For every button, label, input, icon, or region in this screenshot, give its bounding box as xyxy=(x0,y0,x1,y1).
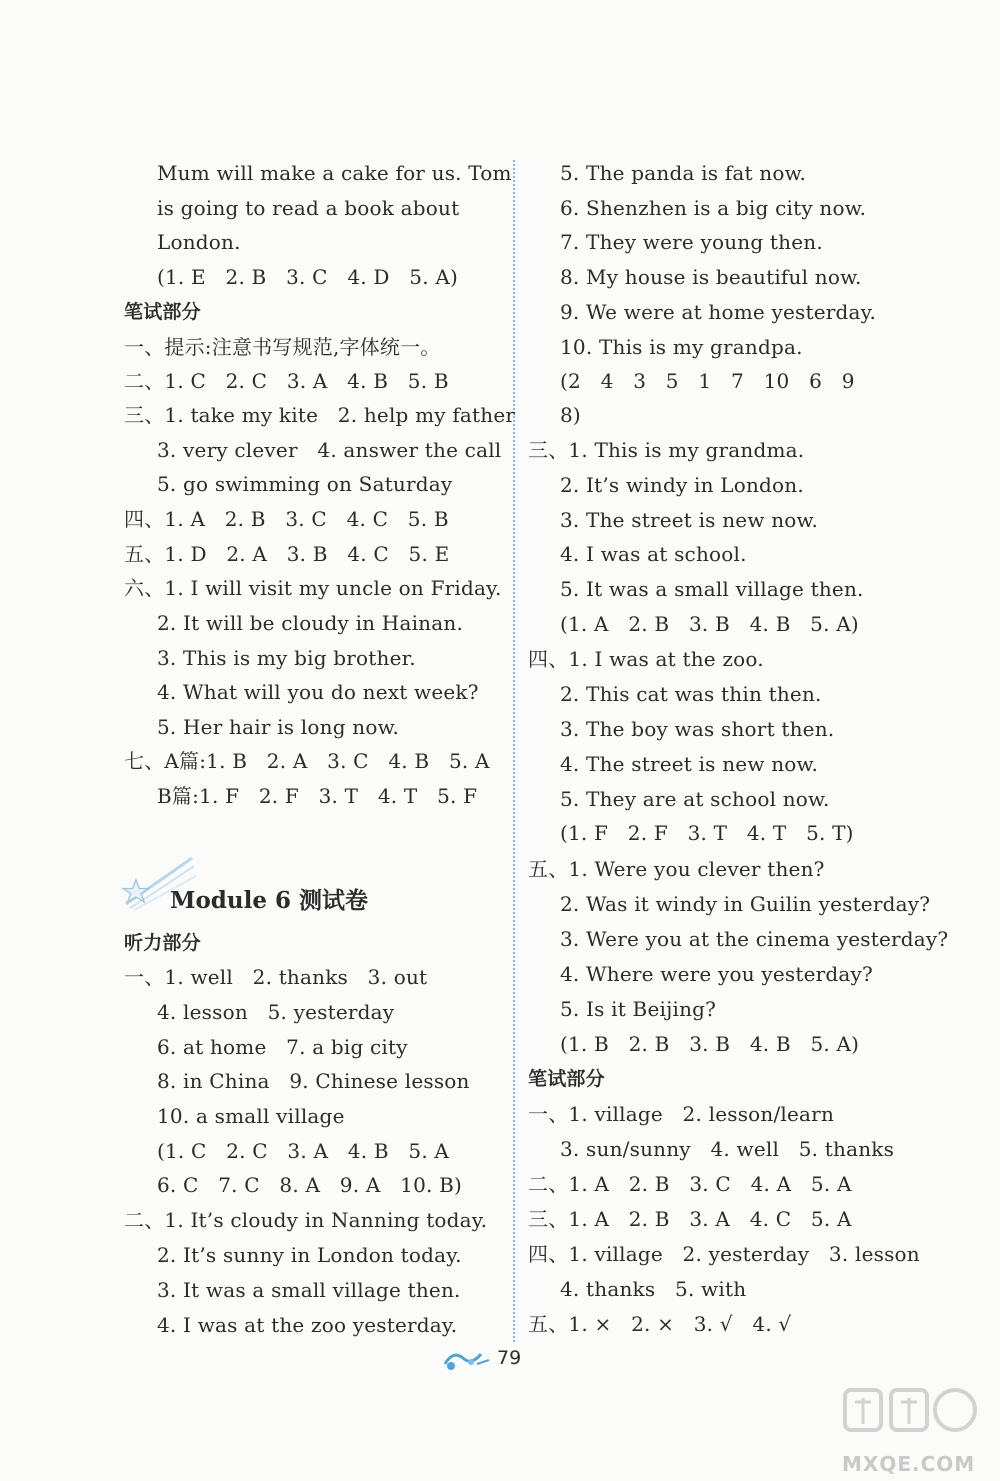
module-title: Module 6 测试卷 xyxy=(170,887,368,914)
answer-line: 五、1. D 2. A 3. B 4. C 5. E xyxy=(124,542,450,566)
answer-line: 4. I was at the zoo yesterday. xyxy=(157,1313,458,1337)
watermark-text: MXQE.COM xyxy=(842,1452,976,1476)
page-ornament-icon xyxy=(441,1346,491,1374)
answer-line: 一、提示:注意书写规范,字体统一。 xyxy=(124,335,441,359)
answer-line: Mum will make a cake for us. Tom xyxy=(157,161,512,185)
answer-line: 2. This cat was thin then. xyxy=(560,682,822,706)
answer-line: 8) xyxy=(560,403,581,427)
answer-line: (1. F 2. F 3. T 4. T 5. T) xyxy=(560,821,854,845)
answer-line: 2. It’s sunny in London today. xyxy=(157,1243,462,1267)
answer-line: 三、1. This is my grandma. xyxy=(528,438,805,462)
answer-line: 2. It will be cloudy in Hainan. xyxy=(157,611,464,635)
answer-line: 7. They were young then. xyxy=(560,230,823,254)
answer-line: 5. It was a small village then. xyxy=(560,577,864,601)
answer-line: 4. The street is new now. xyxy=(560,752,819,776)
answer-line: 五、1. Were you clever then? xyxy=(528,857,825,881)
answer-line: 3. The boy was short then. xyxy=(560,717,835,741)
answer-line: 一、1. village 2. lesson/learn xyxy=(528,1102,835,1126)
answer-line: 6. C 7. C 8. A 9. A 10. B) xyxy=(157,1173,463,1197)
answer-line: 10. a small village xyxy=(157,1104,345,1128)
answer-line: 七、A篇:1. B 2. A 3. C 4. B 5. A xyxy=(124,749,490,773)
answer-line: B篇:1. F 2. F 3. T 4. T 5. F xyxy=(157,784,478,808)
answer-line: 二、1. It’s cloudy in Nanning today. xyxy=(124,1208,488,1232)
answer-line: 4. thanks 5. with xyxy=(560,1277,747,1301)
answer-line: 3. sun/sunny 4. well 5. thanks xyxy=(560,1137,895,1161)
page-number: 79 xyxy=(497,1347,522,1369)
answer-line: 2. Was it windy in Guilin yesterday? xyxy=(560,892,931,916)
answer-line: 四、1. village 2. yesterday 3. lesson xyxy=(528,1242,920,1266)
answer-line: 二、1. C 2. C 3. A 4. B 5. B xyxy=(124,369,449,393)
answer-line: (1. C 2. C 3. A 4. B 5. A xyxy=(157,1139,450,1163)
section-heading: 听力部分 xyxy=(124,932,201,954)
answer-line: 5. They are at school now. xyxy=(560,787,830,811)
answer-line: 4. lesson 5. yesterday xyxy=(157,1000,395,1024)
answer-line: 一、1. well 2. thanks 3. out xyxy=(124,965,428,989)
answer-line: 3. It was a small village then. xyxy=(157,1278,461,1302)
answer-line: 3. very clever 4. answer the call xyxy=(157,438,502,462)
answer-line: 5. Is it Beijing? xyxy=(560,997,717,1021)
answer-line: (1. A 2. B 3. B 4. B 5. A) xyxy=(560,612,859,636)
section-heading: 笔试部分 xyxy=(124,301,201,323)
answer-line: 10. This is my grandpa. xyxy=(560,335,803,359)
answer-line: (1. B 2. B 3. B 4. B 5. A) xyxy=(560,1032,860,1056)
answer-line: 三、1. A 2. B 3. A 4. C 5. A xyxy=(528,1207,852,1231)
answer-line: 6. at home 7. a big city xyxy=(157,1035,408,1059)
answer-line: 5. Her hair is long now. xyxy=(157,715,400,739)
answer-line: 2. It’s windy in London. xyxy=(560,473,804,497)
section-heading: 笔试部分 xyxy=(528,1068,605,1090)
answer-line: 3. This is my big brother. xyxy=(157,646,416,670)
column-divider xyxy=(513,160,515,1342)
answer-line: 9. We were at home yesterday. xyxy=(560,300,877,324)
answer-line: London. xyxy=(157,230,241,254)
answer-line: 四、1. I was at the zoo. xyxy=(528,647,764,671)
answer-line: 4. I was at school. xyxy=(560,542,747,566)
answer-line: 6. Shenzhen is a big city now. xyxy=(560,196,867,220)
answer-line: 3. The street is new now. xyxy=(560,508,819,532)
answer-line: 4. What will you do next week? xyxy=(157,680,479,704)
answer-line: 三、1. take my kite 2. help my father xyxy=(124,403,516,427)
answer-line: 8. in China 9. Chinese lesson xyxy=(157,1069,470,1093)
answer-line: 二、1. A 2. B 3. C 4. A 5. A xyxy=(528,1172,852,1196)
answer-line: 5. go swimming on Saturday xyxy=(157,472,453,496)
answer-line: (2 4 3 5 1 7 10 6 9 xyxy=(560,369,855,393)
answer-line: 8. My house is beautiful now. xyxy=(560,265,862,289)
answer-line: 五、1. × 2. × 3. √ 4. √ xyxy=(528,1312,792,1336)
answer-line: 4. Where were you yesterday? xyxy=(560,962,873,986)
answer-line: 四、1. A 2. B 3. C 4. C 5. B xyxy=(124,507,449,531)
answer-line: 六、1. I will visit my uncle on Friday. xyxy=(124,576,502,600)
answer-line: is going to read a book about xyxy=(157,196,460,220)
answer-line: 5. The panda is fat now. xyxy=(560,161,807,185)
answer-line: (1. E 2. B 3. C 4. D 5. A) xyxy=(157,265,458,289)
answer-line: 3. Were you at the cinema yesterday? xyxy=(560,927,949,951)
